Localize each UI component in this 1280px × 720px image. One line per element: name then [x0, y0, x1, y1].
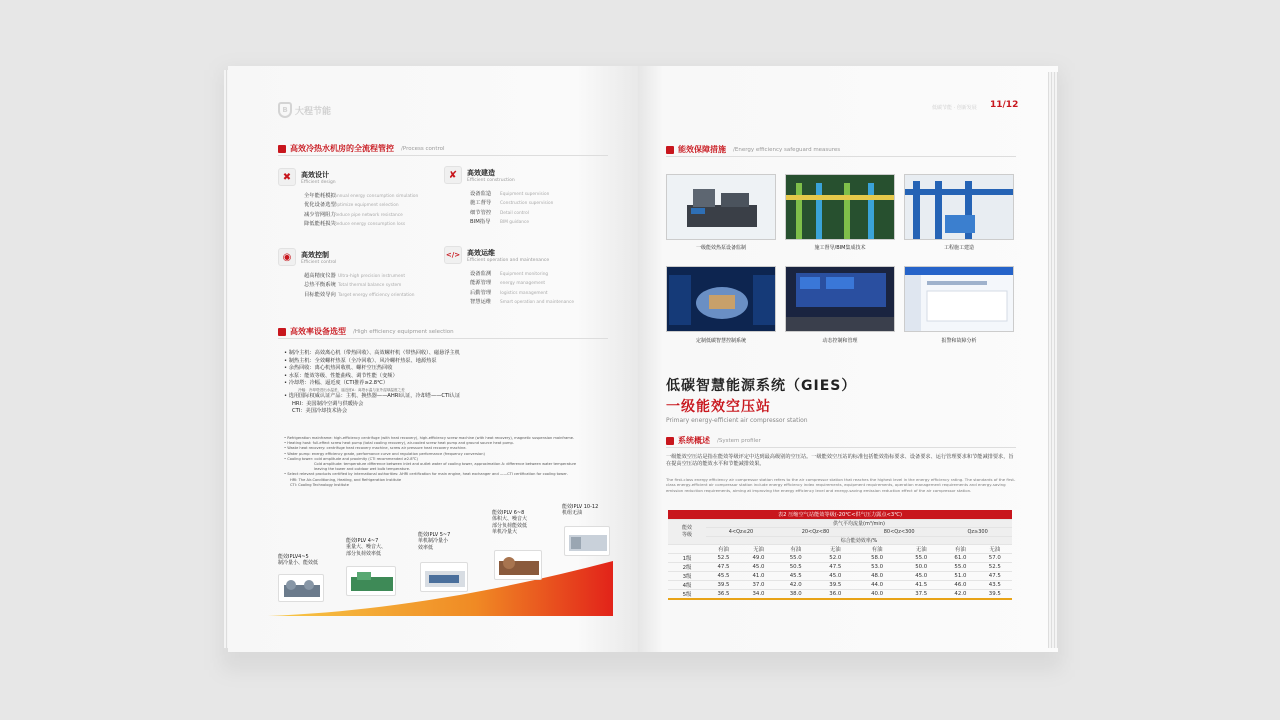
code-icon: </>: [444, 246, 462, 264]
bullet-item: HRI: The Air-Conditioning, Heating, and Refrigeration Institute: [290, 477, 402, 482]
table-header-oil: 有油: [706, 545, 741, 554]
photo-dynamic-control: [785, 266, 895, 332]
photo-alarm: [904, 266, 1014, 332]
table-header-range: Qz≥300: [943, 528, 1012, 537]
process-title-cn: 高效冷热水机房的全流程管控: [290, 144, 394, 153]
page-number: 11/12: [990, 100, 1019, 110]
efficiency-table: [668, 510, 1012, 600]
list-item: BIM指导 BIM guidance: [470, 219, 530, 226]
bullet-item: • Select relevant products certified by international authorities: AHRI certification for main engine, heat exchanger and ——CTI certification for cooling tower.: [284, 472, 568, 477]
section-marker-icon: [666, 146, 674, 154]
block-title: 高效控制: [301, 250, 329, 259]
bullet-item: • 选用国际权威认证产品：主机、换热器——AHRI认证，冷却塔——CTI认证: [284, 393, 461, 400]
equipment-title-cn: 高效率设备选型: [290, 327, 346, 336]
safeguard-title-en: /Energy efficiency safeguard measures: [733, 146, 841, 153]
product-label-2: 能效IPLV 4~7 重量大、噪音大、 部分负荷效率低: [346, 538, 387, 557]
table-header-flow: 供气平均流量(m³/min): [706, 519, 1012, 528]
safeguard-title-cn: 能效保障措施: [678, 145, 726, 154]
chiller-icon: [565, 527, 610, 556]
table-header-range: 4<Qz≤20: [706, 528, 776, 537]
pipeline-icon: [786, 175, 895, 240]
bullet-item: • 余热回收：离心机热回收机、螺杆空压热回收: [284, 365, 393, 372]
section-marker-icon: [278, 328, 286, 336]
list-item: 设备监测 Equipment monitoring: [470, 271, 549, 277]
profile-paragraph-cn: 一级能效空压站是指在能效等级评定中达到最高级别的空压站。一级能效空压站的标准包括能效指标要求、设备要求、运行管理要求和节能减排要求，旨在提高空压站的能效水平和节能减排效果。: [666, 454, 1014, 468]
equipment-title-en: /High efficiency equipment selection: [353, 328, 454, 335]
safeguard-section-title: [666, 144, 840, 155]
block-design: [278, 168, 418, 230]
chiller-image-1: [278, 574, 324, 602]
list-item: 细节管控 Detail control: [470, 209, 529, 216]
table-header-ratio: 综合能効效率/%: [706, 536, 1012, 545]
block-title: 高效建造: [467, 168, 495, 177]
chiller-icon: [279, 575, 324, 602]
profile-section-title: [666, 435, 761, 446]
chiller-icon: [495, 551, 542, 580]
list-item: 设备监造 Equipment supervision: [470, 191, 550, 197]
note-text: 冷幅：冷却塔进出水温差，逼近度A：离塔水温与室外湿球温度之差: [298, 387, 405, 392]
list-item: 优化设备选型Optimize equipment selection: [304, 202, 399, 209]
table-header-nooil: 无油: [741, 545, 776, 554]
right-page: [638, 66, 1058, 652]
bullet-item: • Cooling tower: cold amplitude and proximity (CTI recommended ≥2.8℃): [284, 456, 418, 461]
block-subtitle: Efficient construction: [467, 177, 515, 183]
list-item: 全年能耗模拟Annual energy consumption simulation: [304, 193, 419, 199]
list-item: 超高精度仪器 Ultra-high precision instrument: [304, 273, 406, 279]
table-row: 2级 47.5 45.0 50.5 47.5 53.0 50.0 55.0 52.5: [668, 563, 1012, 572]
photo-construction: [904, 174, 1014, 240]
alarm-screen-icon: [905, 267, 1014, 332]
table-row: 5级 36.5 34.0 38.0 36.0 40.0 37.5 42.0 39.5: [668, 590, 1012, 600]
photo-caption: 施工督导/BIM集成技术: [814, 245, 866, 251]
bullet-item: • 水泵：能效等级、性能曲线、调节性能（变频）: [284, 372, 398, 379]
product-label-5: 能效IPLV 10-12 机组无油: [562, 504, 599, 517]
photo-control-system: [666, 266, 776, 332]
gies-title: 低碳智慧能源系统（GIES）: [666, 378, 857, 394]
equipment-bullets-en: [284, 436, 614, 488]
divider: [666, 447, 1016, 448]
table-caption: 表2 压缩空气站能效等级(-20℃<供气压力露点<3℃): [668, 510, 1012, 519]
list-item: 总热平衡系统 Total thermal balance system: [304, 282, 402, 289]
table-row: 4级 39.5 37.0 42.0 39.5 44.0 41.5 46.0 43.5: [668, 581, 1012, 590]
block-construction: [444, 166, 553, 228]
table-header-oil: 有油: [855, 545, 899, 554]
chiller-image-3: [420, 562, 468, 592]
chiller-image-4: [494, 550, 542, 580]
chiller-icon: [421, 563, 468, 592]
divider: [278, 155, 608, 156]
table-header-oil: 有油: [776, 545, 816, 554]
bullet-item: • Water pump: energy efficiency grade, performance curve and regulation performance (frequency conversion): [284, 451, 485, 456]
process-section-title: [278, 143, 445, 154]
photo-caption: 一级能效热泵设备监制: [695, 245, 746, 251]
divider: [666, 156, 1016, 157]
gies-subtitle-en: Primary energy-efficient air compressor station: [666, 417, 808, 424]
header-tagline: 低碳节能 · 创新发展: [932, 105, 977, 111]
bullet-item: • Waste heat recovery: centrifuge heat recovery machine, screw air pressure heat recovery machine.: [284, 446, 467, 451]
product-label-3: 能效IPLV 5~7 单机制冷量小 效率低: [418, 532, 451, 551]
product-label-4: 能效IPLV 6~8 体积大、噪音大 部分负荷能效低 单机冷量大: [492, 510, 528, 536]
table-header-nooil: 无油: [978, 545, 1012, 554]
bullet-item: HRI：美国制冷空调与供暖协会: [292, 400, 364, 407]
left-page: [228, 66, 638, 652]
block-operation: [444, 246, 574, 308]
list-item: 降低能耗损失Reduce energy consumption loss: [304, 221, 406, 228]
bullet-item: • 制热主机：全效螺杆热泵（全冷回收）、风冷螺杆热泵、地源热泵: [284, 357, 437, 364]
list-item: 能源管理 energy management: [470, 280, 546, 287]
process-title-en: /Process control: [401, 145, 445, 152]
table-header-nooil: 无油: [899, 545, 943, 554]
heat-pump-icon: [667, 175, 776, 240]
chiller-image-2: [346, 566, 396, 596]
list-item: 目标能效导向 Target energy efficiency orientation: [304, 291, 415, 298]
pump-room-icon: [905, 175, 1014, 240]
bullet-item: • 制冷主机：高效离心机（带热回收）、高效螺杆机（带热回收）、磁悬浮主机: [284, 350, 460, 356]
section-marker-icon: [278, 145, 286, 153]
table-header-oil: 有油: [943, 545, 977, 554]
chiller-icon: [347, 567, 396, 596]
block-control: [278, 248, 415, 300]
profile-paragraph-en: The first-class energy efficiency air compressor station refers to the air compressor station that reaches the highest level in the energy efficiency rating. The standards of the first-class energy-efficient air compressor station include energy efficiency index requirements, equipment requirements, operation management requirements and energy-saving emission reduction requirements, aiming at improving the energy efficiency level and energy-saving emission reduction effect of the air compressor station.: [666, 477, 1016, 493]
product-label-1: 能效IPLV4~5 制冷量小、能效低: [278, 554, 319, 567]
bullet-item: CTI: Cooling Technology Institute: [290, 482, 349, 487]
target-icon: ◉: [278, 248, 296, 266]
table-row: 3级 45.5 41.0 45.5 45.0 48.0 45.0 51.0 47.5: [668, 572, 1012, 581]
equipment-section-title: [278, 326, 454, 337]
block-subtitle: Efficient control: [301, 259, 337, 265]
bullet-item: CTI：美国冷却技术协会: [292, 408, 348, 415]
bullet-item: • Heating host: full-effect screw heat pump (total cooling recovery), air-cooled screw heat pump and ground source heat pump.: [284, 441, 514, 446]
right-page-edge: [1048, 72, 1058, 648]
equipment-bullets-cn: [284, 350, 460, 416]
profile-title-cn: 系统概述: [678, 436, 710, 445]
block-title: 高效设计: [301, 170, 329, 179]
chiller-image-5: [564, 526, 610, 556]
photo-caption: 动态控制和管理: [822, 338, 858, 344]
block-subtitle: Efficient design: [301, 179, 336, 185]
table-header-level: 能效 等级: [668, 519, 706, 545]
bullet-item: • Refrigeration mainframe: high-efficiency centrifuge (with heat recovery), high-efficiency screw machine (with heat recovery), magnetic suspension mainframe.: [284, 436, 575, 440]
shield-logo-icon: B: [278, 102, 292, 118]
table-row: 1级 52.5 49.0 55.0 52.0 58.0 55.0 61.0 57.0: [668, 554, 1012, 563]
block-subtitle: Efficient operation and maintenance: [467, 257, 550, 263]
list-item: 后勤管理 logistics management: [470, 289, 548, 296]
photo-caption: 报警和故障分析: [941, 338, 977, 344]
profile-title-en: /System profiler: [717, 437, 761, 444]
control-room-icon: [786, 267, 895, 332]
divider: [278, 338, 608, 339]
dashboard-icon: [667, 267, 776, 332]
gies-subtitle: 一级能效空压站: [666, 399, 771, 415]
photo-caption: 工程施工建造: [943, 245, 974, 251]
list-item: 智慧运维 Smart operation and maintenance: [470, 299, 574, 306]
block-title: 高效运维: [467, 248, 495, 257]
bullet-item: • 冷却塔：冷幅、逼近度（CTI推荐≥2.8℃）: [284, 380, 389, 387]
section-marker-icon: [666, 437, 674, 445]
list-item: 减少管网阻力Reduce pipe network resistance: [304, 211, 403, 218]
photo-caption: 定制低碳智慧控制系统: [695, 338, 746, 344]
table-header-nooil: 无油: [816, 545, 856, 554]
photo-heat-pump: [666, 174, 776, 240]
tools-icon: ✘: [444, 166, 462, 184]
cross-icon: ✖: [278, 168, 296, 186]
note-text: Cold amplitude: temperature difference between inlet and outlet water of cooling tower, approximation A: difference between water temperature leaving the tower and outdoor wet bulb temperature.: [314, 462, 577, 472]
table-header-range: 20<Qz<80: [776, 528, 855, 537]
photo-bim: [785, 174, 895, 240]
brand-logo: [278, 102, 331, 118]
logo-text: 大程节能: [295, 106, 332, 117]
list-item: 施工督导 Construction supervision: [470, 200, 554, 207]
table-header-range: 80<Qz<300: [855, 528, 943, 537]
